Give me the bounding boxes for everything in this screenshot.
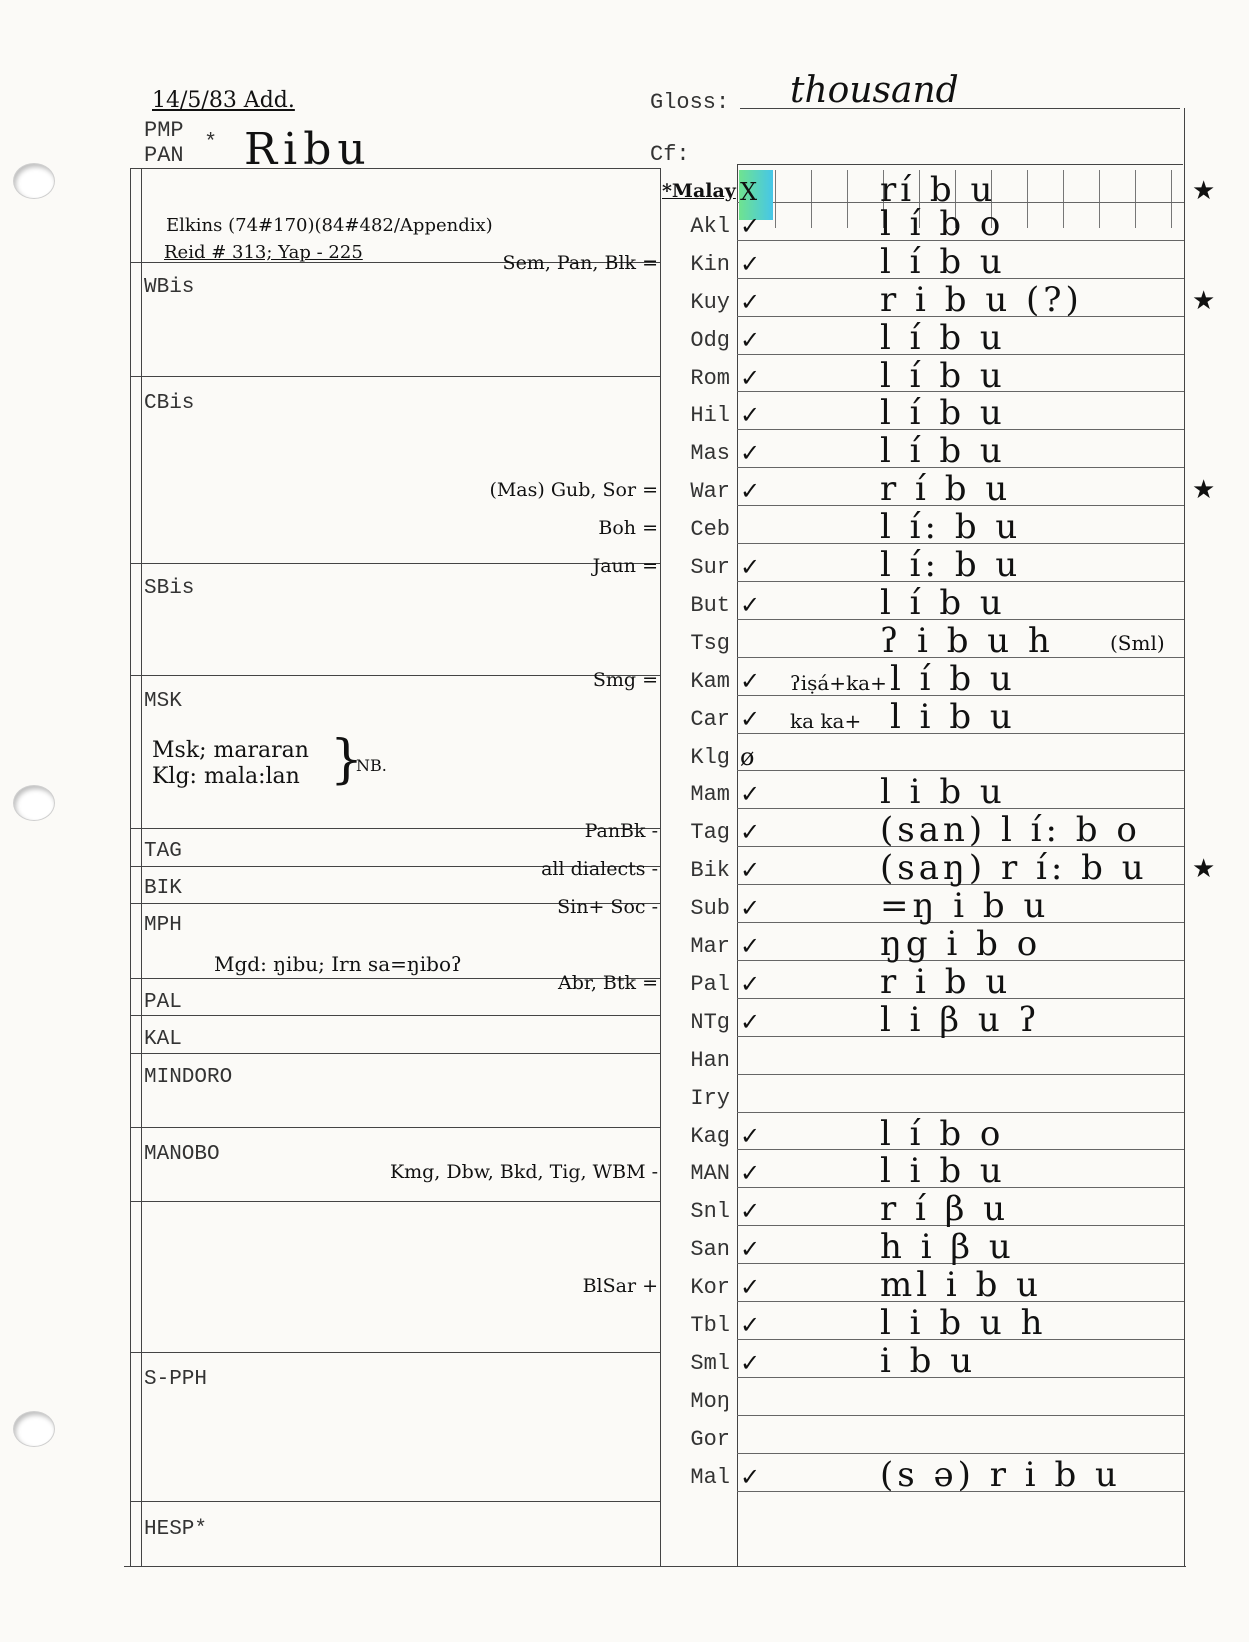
reflex-form: l í b u: [880, 582, 1006, 623]
group-line: [130, 1015, 660, 1016]
group-label: KAL: [144, 1028, 182, 1051]
reflex-form: r í β u: [880, 1189, 1010, 1230]
language-code: Hil: [690, 403, 730, 429]
reflex-source-note: (Sml): [1110, 630, 1165, 655]
reflex-form: r i b u: [880, 961, 1012, 1002]
cognate-check: ✓: [740, 590, 761, 619]
cognate-check: ✓: [740, 969, 761, 998]
grid-column-line: [1171, 170, 1172, 228]
reflex-form: r i b u (?): [880, 279, 1083, 320]
frame-left-inner: [141, 168, 142, 1566]
reflex-form: h i β u: [880, 1227, 1015, 1268]
language-code: NTg: [690, 1009, 730, 1035]
cognate-check: ✓: [740, 1007, 761, 1036]
row-line: [737, 770, 1184, 771]
language-code: Snl: [690, 1199, 730, 1225]
mph-note: Mgd: ŋibu; Irn sa=ŋiboʔ: [214, 952, 462, 976]
reflex-form: l i b u h: [880, 1303, 1047, 1343]
cognate-check: X: [740, 178, 758, 206]
cognate-check: ✓: [740, 325, 761, 354]
cognate-check: ✓: [740, 211, 761, 240]
group-label: BIK: [144, 877, 182, 900]
language-code: Sub: [690, 896, 730, 922]
grid-column-line: [1063, 170, 1064, 228]
group-line: [130, 675, 660, 676]
reflex-form: r í b u: [880, 469, 1012, 510]
language-code: Tag: [690, 820, 730, 846]
reflex-form: (san) l í: b o: [880, 810, 1141, 851]
language-code: Tbl: [690, 1313, 730, 1338]
language-code: Kam: [690, 668, 730, 694]
dialect-note: Abr, Btk =: [557, 971, 658, 994]
language-code: Han: [690, 1047, 730, 1073]
language-code: San: [690, 1237, 730, 1263]
group-line: [130, 1053, 660, 1054]
msk-note-1: Msk; mararan: [152, 738, 309, 763]
cognate-check: ✓: [740, 553, 761, 581]
frame-left: [130, 168, 131, 1566]
reflex-form: ŋg i b o: [880, 924, 1042, 964]
language-code: Iry: [690, 1085, 730, 1111]
language-code: But: [690, 592, 730, 618]
group-label: MINDORO: [144, 1066, 233, 1089]
reflex-prefix: ʔiṣá+ka+: [790, 670, 887, 695]
reflex-form: ml i b u: [880, 1265, 1043, 1306]
reconstruction-star: ★: [1192, 285, 1216, 316]
row-line: [737, 1415, 1184, 1416]
cognate-check: ✓: [740, 666, 761, 695]
frame-top-left: [130, 168, 660, 169]
dialect-note: Smg =: [592, 668, 658, 691]
group-line: [130, 1201, 660, 1202]
group-label: MPH: [144, 914, 182, 937]
language-code: Car: [690, 706, 730, 732]
reflex-form: l í b u: [880, 431, 1006, 472]
language-code: Moŋ: [690, 1388, 730, 1414]
group-line: [130, 828, 660, 829]
cognate-check: ✓: [740, 1348, 761, 1377]
language-code: Kuy: [690, 289, 730, 315]
language-code: Mar: [690, 934, 730, 959]
reflex-form: l i b u: [880, 772, 1006, 813]
proto-root: Ribu: [244, 124, 372, 175]
group-label: PAL: [144, 991, 182, 1014]
reflex-form: ʔ i b u h: [880, 620, 1054, 661]
frame-bottom: [124, 1566, 1186, 1567]
msk-nb: NB.: [356, 756, 387, 775]
msk-note-2: Klg: mala:lan: [152, 764, 300, 789]
grid-column-line: [811, 170, 812, 228]
reflex-form: l í b o: [880, 1113, 1005, 1154]
group-line: [130, 1501, 660, 1502]
group-label: HESP*: [144, 1518, 208, 1541]
group-line: [130, 1352, 660, 1353]
language-code: Mam: [690, 782, 730, 808]
reid-reference: Reid # 313; Yap - 225: [164, 242, 363, 263]
language-code: Ceb: [690, 517, 730, 543]
reflex-form: l í b u: [880, 317, 1006, 358]
group-line: [130, 563, 660, 564]
reflex-form: i b u: [880, 1340, 977, 1381]
cognate-check: ✓: [740, 704, 761, 733]
pan-label: PAN: [144, 143, 184, 168]
group-line: [130, 1127, 660, 1128]
language-code: Klg: [690, 744, 730, 770]
reflex-form: l í b u: [880, 393, 1006, 434]
dialect-note: Kmg, Dbw, Bkd, Tig, WBM -: [389, 1161, 658, 1184]
grid-column-line: [1027, 170, 1028, 228]
cf-label: Cf:: [650, 142, 690, 167]
reflex-prefix: ka ka+: [790, 708, 862, 733]
dialect-note: BlSar +: [582, 1275, 658, 1298]
cognate-check: ✓: [740, 477, 761, 506]
cognate-check: ✓: [740, 1159, 761, 1188]
dialect-note: Boh =: [598, 517, 658, 540]
cognate-check: ✓: [740, 1273, 761, 1302]
date-note: 14/5/83 Add.: [152, 88, 295, 113]
cognate-check: ✓: [740, 1311, 761, 1339]
gloss-label: Gloss:: [650, 90, 730, 115]
cognate-check: ✓: [740, 439, 761, 468]
reflex-form: l í b u: [880, 355, 1006, 396]
dialect-note: Sin+ Soc -: [557, 896, 658, 919]
reconstruction-star: ★: [1192, 854, 1216, 885]
frame-divider-forms: [737, 164, 738, 1566]
dialect-note: all dialects -: [541, 858, 658, 881]
grid-column-line: [847, 170, 848, 228]
language-code: Kor: [690, 1275, 730, 1301]
frame-top-right: [738, 164, 1183, 165]
language-code: Sur: [690, 555, 730, 580]
language-code: Kag: [690, 1123, 730, 1149]
cognate-check: ✓: [740, 1462, 761, 1491]
reflex-form: (saŋ) r í: b u: [880, 848, 1148, 889]
grid-column-line: [775, 170, 776, 228]
punch-hole-middle: [14, 786, 54, 820]
cognate-check: ✓: [740, 401, 761, 430]
reflex-form: rí b u: [880, 170, 997, 210]
reflex-form: l í b u: [880, 241, 1006, 282]
dialect-note: Jaun =: [592, 555, 658, 577]
group-label: MANOBO: [144, 1143, 220, 1166]
cognate-check: ✓: [740, 1235, 761, 1264]
dialect-note: PanBk -: [584, 820, 658, 843]
language-code: Tsg: [690, 630, 730, 656]
reflex-form: l í: b u: [880, 507, 1022, 548]
row-line: [737, 1453, 1184, 1454]
cognate-check: ✓: [740, 932, 761, 960]
reflex-form: (s ə) r i b u: [880, 1454, 1121, 1495]
language-code: *Malay: [662, 180, 736, 202]
reconstruction-star: ★: [1192, 475, 1216, 506]
group-label: MSK: [144, 690, 182, 713]
reconstruction-star: ★: [1192, 176, 1216, 206]
cognate-check: ✓: [740, 363, 761, 392]
language-code: Pal: [690, 971, 730, 997]
language-code: Sml: [690, 1350, 730, 1376]
reflex-form: l í b o: [880, 203, 1005, 244]
language-code: Kin: [690, 251, 730, 277]
cognate-check: ✓: [740, 780, 761, 809]
language-code: Bik: [690, 858, 730, 884]
dialect-note: (Mas) Gub, Sor =: [489, 479, 658, 502]
grid-column-line: [1135, 170, 1136, 228]
group-label: SBis: [144, 577, 195, 600]
dialect-note: Sem, Pan, Blk =: [502, 251, 658, 274]
group-label: WBis: [144, 276, 195, 299]
cognate-check: ✓: [740, 894, 761, 923]
punch-hole-top: [14, 164, 54, 198]
group-label: CBis: [144, 392, 195, 415]
frame-divider-lang: [660, 168, 661, 1566]
elkins-reference: Elkins (74#170)(84#482/Appendix): [166, 215, 493, 236]
language-code: War: [690, 479, 730, 505]
cognate-check: ø: [740, 742, 755, 771]
group-label: S-PPH: [144, 1368, 208, 1391]
reflex-form: l i b u: [890, 696, 1016, 737]
grid-column-line: [1099, 170, 1100, 228]
cognate-check: ✓: [740, 1121, 761, 1150]
language-code: Gor: [690, 1426, 730, 1452]
cognate-check: ✓: [740, 1197, 761, 1226]
gloss-underline: [740, 108, 1180, 109]
group-label: TAG: [144, 840, 182, 863]
row-line: [737, 1074, 1184, 1075]
pmp-label: PMP: [144, 118, 184, 143]
frame-right: [1184, 108, 1185, 1566]
cognate-check: ✓: [740, 287, 761, 316]
punch-hole-bottom: [14, 1412, 54, 1446]
cognate-check: ✓: [740, 818, 761, 847]
language-code: Rom: [690, 365, 730, 391]
cognate-check: ✓: [740, 249, 761, 278]
reflex-form: l í b u: [890, 658, 1016, 699]
language-code: MAN: [690, 1161, 730, 1187]
language-code: Mas: [690, 441, 730, 467]
row-line: [737, 1112, 1184, 1113]
group-line: [130, 376, 660, 377]
language-code: Mal: [690, 1464, 730, 1490]
reflex-form: =ŋ i b u: [880, 886, 1050, 927]
language-code: Odg: [690, 327, 730, 353]
reflex-form: l i b u: [880, 1151, 1006, 1192]
reflex-form: l í: b u: [880, 545, 1022, 585]
proto-star: *: [204, 130, 218, 155]
msk-brace: }: [330, 730, 364, 790]
gloss-value: thousand: [790, 70, 959, 111]
reflex-form: l i β u ʔ: [880, 999, 1041, 1040]
language-code: Akl: [690, 213, 730, 239]
cognate-check: ✓: [740, 856, 761, 885]
